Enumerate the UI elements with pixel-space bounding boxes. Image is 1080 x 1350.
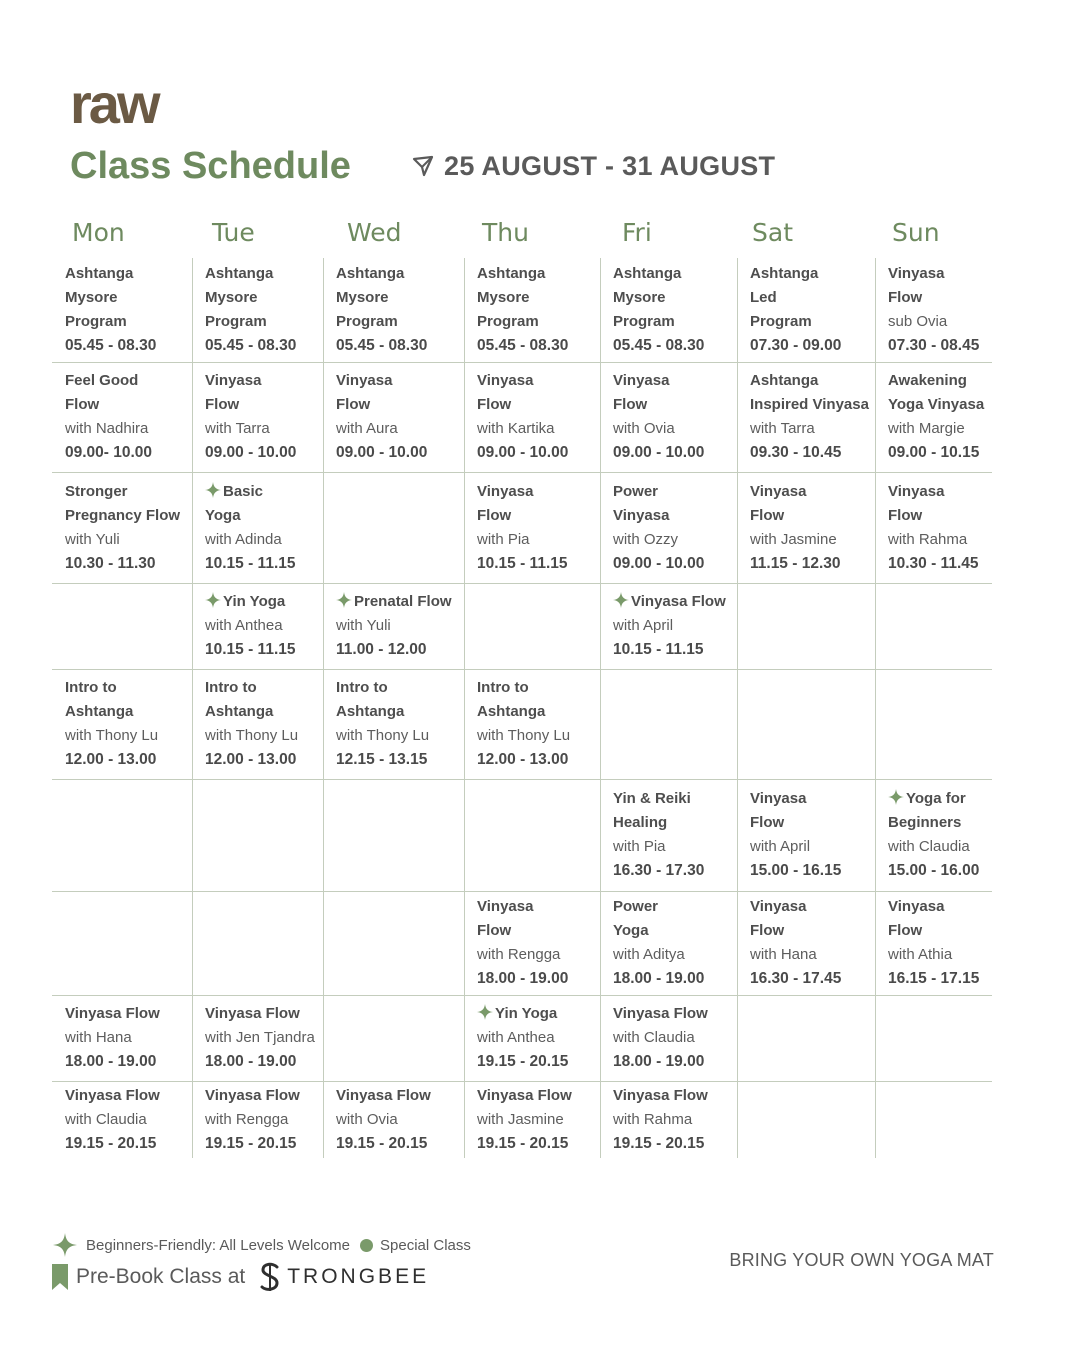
teacher-name: with Rengga <box>205 1110 289 1128</box>
class-name: Mysore <box>205 289 258 306</box>
class-name: Program <box>613 313 675 330</box>
class-name: Flow <box>750 506 785 524</box>
class-time: 19.15 - 20.15 <box>336 1134 428 1152</box>
date-range-text: 25 AUGUST - 31 AUGUST <box>444 150 776 181</box>
class-cell-tue[interactable] <box>205 676 298 772</box>
class-time: 09.00 - 10.15 <box>888 444 980 461</box>
column-divider <box>464 258 465 1158</box>
class-time: 09.00 - 10.00 <box>477 444 569 461</box>
class-name: Mysore <box>65 289 118 306</box>
teacher-name: with Thony Lu <box>336 727 430 744</box>
class-name: Ashtanga <box>613 265 682 282</box>
class-name: Vinyasa <box>477 482 534 500</box>
teacher-name: with Athia <box>888 946 953 963</box>
class-name: Ashtanga <box>477 265 546 282</box>
legend <box>52 1232 471 1258</box>
teacher-name: with April <box>613 617 674 634</box>
class-time: 12.00 - 13.00 <box>205 751 297 768</box>
bookmark-icon <box>52 1264 68 1290</box>
class-time: 09.00 - 10.00 <box>613 554 705 572</box>
class-cell-tue[interactable] <box>205 262 296 358</box>
class-cell-fri[interactable] <box>613 262 704 358</box>
teacher-name: sub Ovia <box>888 313 948 330</box>
class-name: Pregnancy Flow <box>65 506 181 524</box>
class-cell-wed[interactable] <box>336 262 427 358</box>
class-time: 11.15 - 12.30 <box>750 554 841 572</box>
sparkle-star-icon <box>888 789 904 805</box>
class-name: Ashtanga <box>205 265 274 282</box>
row-divider <box>52 669 992 670</box>
class-time: 07.30 - 08.45 <box>888 337 980 354</box>
class-name: Vinyasa Flow <box>631 593 726 610</box>
class-name-line <box>205 480 296 504</box>
teacher-name: with Thony Lu <box>205 727 299 744</box>
teacher-name: with Nadhira <box>65 420 149 437</box>
row-divider <box>52 779 992 780</box>
class-time: 10.30 - 11.30 <box>65 554 156 572</box>
class-cell-sun[interactable] <box>888 895 979 991</box>
legend-beginners: Beginners-Friendly: All Levels Welcome <box>86 1236 351 1254</box>
teacher-name: with Pia <box>613 838 666 855</box>
class-cell-sat[interactable] <box>750 480 841 576</box>
class-time: 18.00 - 19.00 <box>205 1053 297 1070</box>
class-cell-wed[interactable] <box>336 590 452 662</box>
class-cell-fri[interactable] <box>613 895 704 991</box>
teacher-name: with Pia <box>477 530 530 548</box>
teacher-name: with Jasmine <box>750 530 837 548</box>
class-name-line <box>613 590 726 614</box>
class-name: Yoga for <box>906 790 966 807</box>
class-name: Yin Yoga <box>495 1005 558 1022</box>
teacher-name: with Jen Tjandra <box>205 1029 315 1046</box>
class-name: Ashtanga <box>336 265 405 282</box>
class-name: Flow <box>477 506 512 524</box>
class-name: Ashtanga <box>477 703 546 720</box>
column-divider <box>737 258 738 1158</box>
day-header-thu: Thu <box>482 218 529 247</box>
class-cell-fri[interactable] <box>613 480 704 576</box>
class-name: Flow <box>336 396 371 413</box>
day-header-sat: Sat <box>752 218 793 247</box>
teacher-name: with Rahma <box>888 530 968 548</box>
class-name: Vinyasa <box>750 790 807 807</box>
class-name: Power <box>613 482 659 500</box>
teacher-name: with Claudia <box>888 838 970 855</box>
class-name: Flow <box>477 396 512 413</box>
teacher-name: with Kartika <box>477 420 555 437</box>
day-header-fri: Fri <box>622 218 652 247</box>
teacher-name: with Jasmine <box>477 1110 564 1128</box>
class-name: Vinyasa <box>888 265 945 282</box>
class-cell-mon[interactable] <box>65 676 158 772</box>
class-name: Vinyasa <box>750 898 807 915</box>
class-time: 19.15 - 20.15 <box>613 1134 705 1152</box>
class-time: 05.45 - 08.30 <box>205 337 297 354</box>
column-divider <box>600 258 601 1158</box>
class-name: Vinyasa <box>477 898 534 915</box>
class-time: 05.45 - 08.30 <box>613 337 705 354</box>
class-name: Mysore <box>336 289 389 306</box>
teacher-name: with Claudia <box>613 1029 695 1046</box>
teacher-name: with Anthea <box>477 1029 555 1046</box>
row-divider <box>52 995 992 996</box>
class-name: Feel Good <box>65 372 139 389</box>
class-cell-fri[interactable] <box>613 787 704 883</box>
class-time: 10.30 - 11.45 <box>888 554 979 572</box>
class-name: Awakening <box>888 372 967 389</box>
class-name: Yoga Vinyasa <box>888 396 985 413</box>
date-range <box>412 146 775 186</box>
class-name: Flow <box>888 506 923 524</box>
class-name: Healing <box>613 814 668 831</box>
schedule-grid <box>52 258 994 1160</box>
class-name-line <box>888 787 979 811</box>
day-header-sun: Sun <box>892 218 940 247</box>
class-name: Flow <box>477 922 512 939</box>
column-divider <box>875 258 876 1158</box>
class-name: Ashtanga <box>65 265 134 282</box>
class-name: Beginners <box>888 814 962 831</box>
class-cell-sun[interactable] <box>888 787 979 883</box>
class-name: Vinyasa Flow <box>613 1086 708 1104</box>
column-divider <box>323 258 324 1158</box>
dot-icon <box>360 1239 373 1252</box>
class-cell-thu[interactable] <box>477 895 568 991</box>
row-divider <box>52 362 992 363</box>
class-cell-thu[interactable] <box>477 1002 568 1074</box>
class-cell-sun[interactable] <box>888 480 979 576</box>
strongbee-s-icon <box>257 1262 283 1292</box>
teacher-name: with Hana <box>750 946 817 963</box>
class-name: Program <box>205 313 267 330</box>
day-header-mon: Mon <box>72 218 125 247</box>
prebook-text: Pre-Book Class at <box>76 1265 246 1288</box>
teacher-name: with April <box>750 838 811 855</box>
class-time: 12.00 - 13.00 <box>477 751 569 768</box>
class-time: 09.00 - 10.00 <box>205 444 297 461</box>
class-name: Program <box>750 313 812 330</box>
class-name: Vinyasa <box>750 482 807 500</box>
class-time: 09.00- 10.00 <box>65 444 153 461</box>
class-time: 16.30 - 17.45 <box>750 970 842 987</box>
class-name: Yin Yoga <box>223 593 286 610</box>
row-divider <box>52 583 992 584</box>
day-header-row <box>0 218 1080 258</box>
class-name: Vinyasa <box>205 372 262 389</box>
prebook-line <box>52 1262 429 1292</box>
class-cell-sat[interactable] <box>750 262 841 358</box>
class-time: 10.15 - 11.15 <box>477 554 568 572</box>
class-name: Led <box>750 289 777 306</box>
class-time: 12.15 - 13.15 <box>336 751 428 768</box>
class-name: Vinyasa Flow <box>613 1005 708 1022</box>
class-name: Vinyasa Flow <box>205 1086 300 1104</box>
row-divider <box>52 891 992 892</box>
class-time: 15.00 - 16.00 <box>888 862 980 879</box>
class-name: Flow <box>205 396 240 413</box>
class-name: Vinyasa <box>888 898 945 915</box>
class-cell-fri[interactable] <box>613 369 704 465</box>
class-name: Ashtanga <box>205 703 274 720</box>
class-cell-sun[interactable] <box>888 369 984 465</box>
day-header-tue: Tue <box>212 218 255 247</box>
class-name: Vinyasa Flow <box>65 1086 160 1104</box>
sparkle-star-icon <box>52 1232 78 1258</box>
class-name: Flow <box>750 814 785 831</box>
class-cell-tue[interactable] <box>205 1002 315 1074</box>
class-name: Mysore <box>613 289 666 306</box>
legend-special: Special Class <box>380 1236 471 1254</box>
class-name-line <box>205 590 296 614</box>
class-name: Ashtanga <box>336 703 405 720</box>
teacher-name: with Rengga <box>477 946 561 963</box>
teacher-name: with Ovia <box>336 1110 398 1128</box>
class-time: 10.15 - 11.15 <box>205 554 296 572</box>
page-title: Class Schedule <box>70 145 351 187</box>
class-time: 19.15 - 20.15 <box>477 1053 569 1070</box>
class-name: Power <box>613 898 659 915</box>
class-name: Program <box>477 313 539 330</box>
class-name: Intro to <box>205 679 257 696</box>
class-cell-mon[interactable] <box>65 1084 160 1156</box>
class-cell-thu[interactable] <box>477 480 568 576</box>
teacher-name: with Aditya <box>613 946 685 963</box>
class-cell-sat[interactable] <box>750 787 841 883</box>
class-name: Vinyasa <box>613 506 670 524</box>
class-name: Basic <box>223 482 264 500</box>
sparkle-star-icon <box>205 592 221 608</box>
teacher-name: with Ovia <box>613 420 675 437</box>
class-cell-thu[interactable] <box>477 1084 572 1156</box>
class-time: 09.00 - 10.00 <box>336 444 428 461</box>
class-cell-fri[interactable] <box>613 590 726 662</box>
teacher-name: with Yuli <box>336 617 391 634</box>
class-time: 19.15 - 20.15 <box>205 1134 297 1152</box>
sparkle-star-icon <box>613 592 629 608</box>
class-name: Vinyasa <box>336 372 393 389</box>
class-name: Ashtanga <box>65 703 134 720</box>
row-divider <box>52 1081 992 1082</box>
class-name: Flow <box>888 922 923 939</box>
class-cell-thu[interactable] <box>477 369 568 465</box>
class-name: Vinyasa Flow <box>65 1005 160 1022</box>
class-name: Yoga <box>613 922 649 939</box>
class-name: Program <box>65 313 127 330</box>
teacher-name: with Tarra <box>750 420 815 437</box>
class-cell-sat[interactable] <box>750 369 869 465</box>
teacher-name: with Ozzy <box>613 530 679 548</box>
class-time: 05.45 - 08.30 <box>65 337 157 354</box>
teacher-name: with Tarra <box>205 420 270 437</box>
class-time: 19.15 - 20.15 <box>477 1134 569 1152</box>
class-cell-sat[interactable] <box>750 895 841 991</box>
class-cell-mon[interactable] <box>65 262 156 358</box>
column-divider <box>192 258 193 1158</box>
class-name: Vinyasa <box>888 482 945 500</box>
class-name: Program <box>336 313 398 330</box>
class-name-line <box>477 1002 568 1026</box>
class-time: 10.15 - 11.15 <box>205 641 296 658</box>
class-time: 12.00 - 13.00 <box>65 751 157 768</box>
class-cell-thu[interactable] <box>477 676 570 772</box>
class-name: Ashtanga <box>750 265 819 282</box>
class-name: Mysore <box>477 289 530 306</box>
class-cell-wed[interactable] <box>336 676 429 772</box>
class-name: Vinyasa Flow <box>477 1086 572 1104</box>
class-time: 16.15 - 17.15 <box>888 970 980 987</box>
class-name: Vinyasa <box>477 372 534 389</box>
teacher-name: with Hana <box>65 1029 132 1046</box>
class-time: 18.00 - 19.00 <box>477 970 569 987</box>
class-cell-wed[interactable] <box>336 369 427 465</box>
class-cell-fri[interactable] <box>613 1002 708 1074</box>
brand-name: TRONGBEE <box>287 1265 430 1288</box>
class-name: Flow <box>613 396 648 413</box>
class-name: Vinyasa Flow <box>336 1086 431 1104</box>
class-name: Flow <box>888 289 923 306</box>
class-cell-sun[interactable] <box>888 262 979 358</box>
teacher-name: with Thony Lu <box>65 727 159 744</box>
teacher-name: with Yuli <box>65 530 120 548</box>
teacher-name: with Claudia <box>65 1110 147 1128</box>
class-time: 19.15 - 20.15 <box>65 1134 157 1152</box>
class-name: Ashtanga <box>750 372 819 389</box>
class-time: 09.00 - 10.00 <box>613 444 705 461</box>
class-name: Inspired Vinyasa <box>750 396 869 413</box>
class-cell-wed[interactable] <box>336 1084 431 1156</box>
class-cell-tue[interactable] <box>205 480 296 576</box>
teacher-name: with Anthea <box>205 617 283 634</box>
class-name: Flow <box>65 396 100 413</box>
class-cell-thu[interactable] <box>477 262 568 358</box>
strongbee-brand[interactable] <box>257 1262 429 1292</box>
class-time: 18.00 - 19.00 <box>613 970 705 987</box>
class-time: 10.15 - 11.15 <box>613 641 704 658</box>
class-name: Flow <box>750 922 785 939</box>
class-cell-tue[interactable] <box>205 590 296 662</box>
teacher-name: with Thony Lu <box>477 727 571 744</box>
class-cell-mon[interactable] <box>65 1002 160 1074</box>
class-time: 15.00 - 16.15 <box>750 862 842 879</box>
class-time: 18.00 - 19.00 <box>65 1053 157 1070</box>
class-time: 11.00 - 12.00 <box>336 641 427 658</box>
class-name: Vinyasa Flow <box>205 1005 300 1022</box>
raw-logo: raw <box>70 72 158 135</box>
class-cell-mon[interactable] <box>65 480 180 576</box>
class-time: 07.30 - 09.00 <box>750 337 842 354</box>
class-cell-tue[interactable] <box>205 369 296 465</box>
class-time: 16.30 - 17.30 <box>613 862 705 879</box>
class-time: 18.00 - 19.00 <box>613 1053 705 1070</box>
class-name: Intro to <box>336 679 388 696</box>
row-divider <box>52 472 992 473</box>
class-time: 05.45 - 08.30 <box>336 337 428 354</box>
sparkle-star-icon <box>477 1004 493 1020</box>
teacher-name: with Aura <box>336 420 398 437</box>
teacher-name: with Rahma <box>613 1110 693 1128</box>
class-time: 09.30 - 10.45 <box>750 444 842 461</box>
class-name-line <box>336 590 452 614</box>
class-name: Yoga <box>205 506 241 524</box>
class-name: Intro to <box>65 679 117 696</box>
class-name: Vinyasa <box>613 372 670 389</box>
class-cell-fri[interactable] <box>613 1084 708 1156</box>
class-cell-tue[interactable] <box>205 1084 300 1156</box>
class-cell-mon[interactable] <box>65 369 152 465</box>
day-header-wed: Wed <box>347 218 402 247</box>
teacher-name: with Adinda <box>205 530 282 548</box>
class-name: Yin & Reiki <box>613 790 691 807</box>
teacher-name: with Margie <box>888 420 965 437</box>
class-time: 05.45 - 08.30 <box>477 337 569 354</box>
sparkle-star-icon <box>205 482 221 498</box>
send-arrow-icon <box>412 155 434 177</box>
class-name: Intro to <box>477 679 529 696</box>
class-name: Stronger <box>65 482 128 500</box>
bring-mat-note: BRING YOUR OWN YOGA MAT <box>729 1250 994 1270</box>
sparkle-star-icon <box>336 592 352 608</box>
class-name: Prenatal Flow <box>354 593 452 610</box>
